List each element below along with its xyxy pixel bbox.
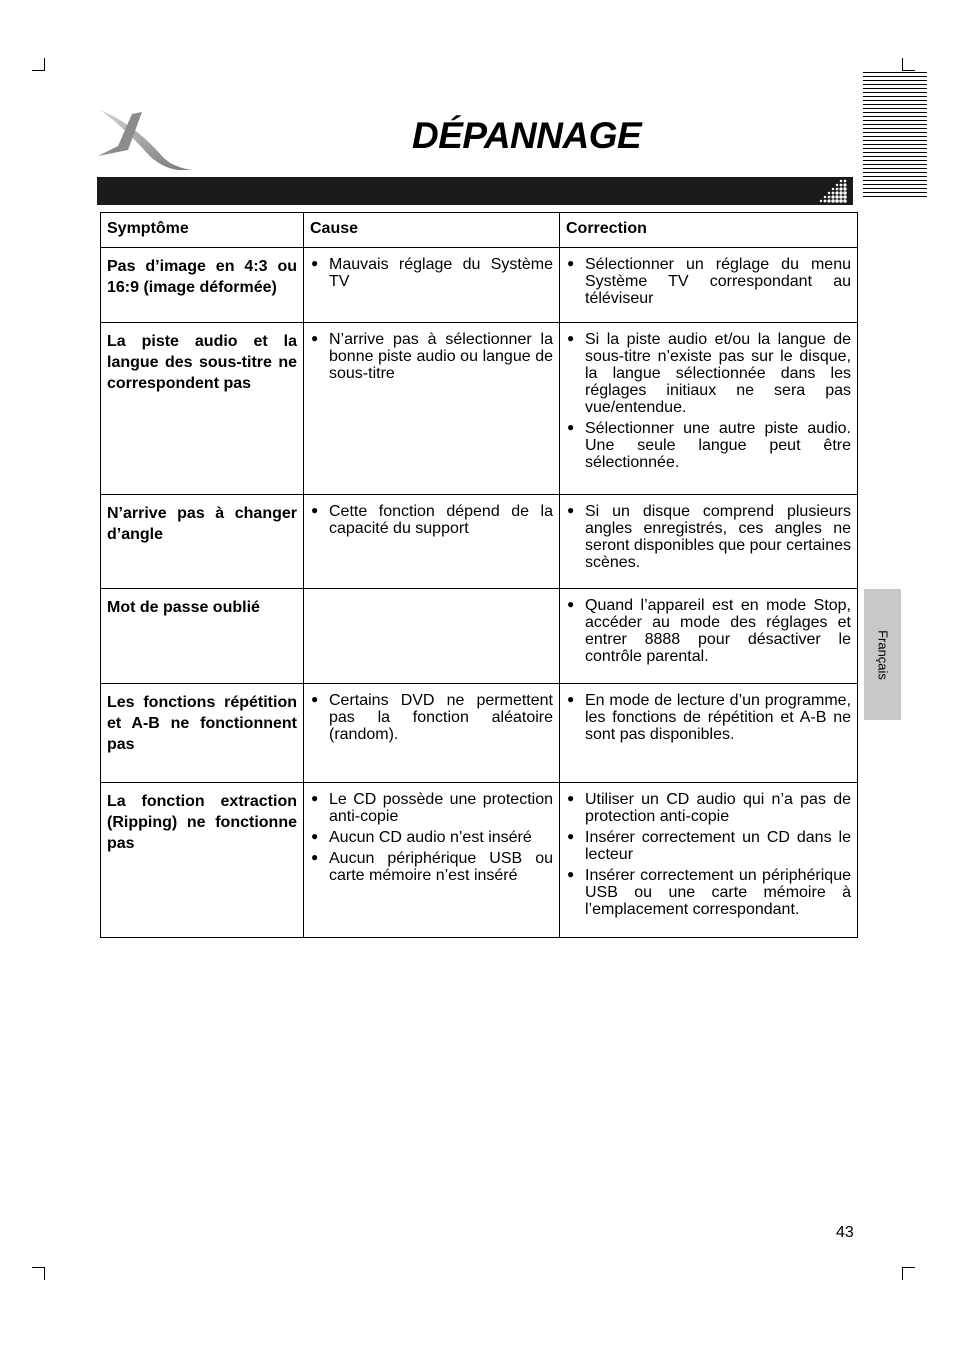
cause-cell: [304, 589, 560, 684]
cause-item: ● Le CD possède une protection anti-copie: [310, 791, 553, 825]
correction-item: ● En mode de lecture d’un programme, les fonctions de répétition et A-B ne sont pas disponibles.: [566, 692, 851, 743]
cause-cell: [304, 248, 560, 323]
correction-item: ● Utiliser un CD audio qui n’a pas de protection anti-copie: [566, 791, 851, 825]
symptom-cell: La fonction extraction (Ripping) ne fonctionne pas: [101, 783, 304, 938]
cause-cell: [304, 323, 560, 495]
crop-mark-top-left: [32, 70, 45, 71]
symptom-cell: Les fonctions répétition et A-B ne fonctionnent pas: [101, 684, 304, 783]
correction-item: ● Quand l’appareil est en mode Stop, accéder au mode des réglages et entrer 8888 pour désactiver le contrôle parental.: [566, 597, 851, 665]
table-header-row: [101, 213, 858, 248]
correction-item: ● Sélectionner une autre piste audio. Une seule langue peut être sélectionnée.: [566, 420, 851, 471]
correction-cell: [560, 783, 858, 938]
symptom-cell: N’arrive pas à changer d’angle: [101, 495, 304, 589]
table-row: [101, 248, 858, 323]
crop-mark-bottom-left: [44, 1267, 45, 1280]
table-row: [101, 783, 858, 938]
correction-cell: [560, 589, 858, 684]
cause-item: ● Cette fonction dépend de la capacité du support: [310, 503, 553, 537]
correction-cell: [560, 323, 858, 495]
correction-item: ● Sélectionner un réglage du menu Système TV correspondant au téléviseur: [566, 256, 851, 307]
table-row: [101, 323, 858, 495]
halftone-dots-decoration: [817, 177, 851, 205]
table-row: [101, 589, 858, 684]
column-header-symptom: Symptôme: [101, 213, 304, 248]
cause-item: ● Certains DVD ne permettent pas la fonction aléatoire (random).: [310, 692, 553, 743]
table-row: [101, 684, 858, 783]
cause-cell: [304, 495, 560, 589]
page-title: DÉPANNAGE: [412, 115, 642, 156]
troubleshooting-table: [100, 212, 858, 938]
decorative-stripes: [863, 72, 927, 200]
correction-item: ● Insérer correctement un périphérique USB ou une carte mémoire à l’emplacement correspondant.: [566, 867, 851, 918]
cause-item: ● Mauvais réglage du Système TV: [310, 256, 553, 290]
table-row: [101, 495, 858, 589]
cause-item: ● N’arrive pas à sélectionner la bonne piste audio ou langue de sous-titre: [310, 331, 553, 382]
correction-cell: [560, 495, 858, 589]
cause-cell: [304, 783, 560, 938]
cause-item: ● Aucun CD audio n’est inséré: [310, 829, 553, 846]
crop-mark-bottom-right: [902, 1267, 915, 1268]
cause-cell: [304, 684, 560, 783]
language-tab: [864, 589, 901, 720]
column-header-cause: Cause: [304, 213, 560, 248]
x-brand-logo-icon: [96, 106, 194, 172]
crop-mark-top-right: [902, 70, 915, 71]
page-number: 43: [836, 1224, 854, 1241]
correction-cell: [560, 684, 858, 783]
cause-item: ● Aucun périphérique USB ou carte mémoire n’est inséré: [310, 850, 553, 884]
language-tab-label: Français: [875, 629, 890, 680]
symptom-cell: Mot de passe oublié: [101, 589, 304, 684]
correction-item: ● Si un disque comprend plusieurs angles enregistrés, ces angles ne seront disponibles que pour certaines scènes.: [566, 503, 851, 571]
correction-cell: [560, 248, 858, 323]
section-header-bar: [97, 177, 853, 205]
correction-item: ● Insérer correctement un CD dans le lecteur: [566, 829, 851, 863]
column-header-correction: Correction: [560, 213, 858, 248]
symptom-cell: Pas d’image en 4:3 ou 16:9 (image déformée): [101, 248, 304, 323]
correction-item: ● Si la piste audio et/ou la langue de sous-titre n’existe pas sur le disque, la langue sélectionnée dans les réglages initiaux ne sera pas vue/entendue.: [566, 331, 851, 416]
crop-mark-bottom-right: [902, 1267, 903, 1280]
symptom-cell: La piste audio et la langue des sous-titre ne correspondent pas: [101, 323, 304, 495]
